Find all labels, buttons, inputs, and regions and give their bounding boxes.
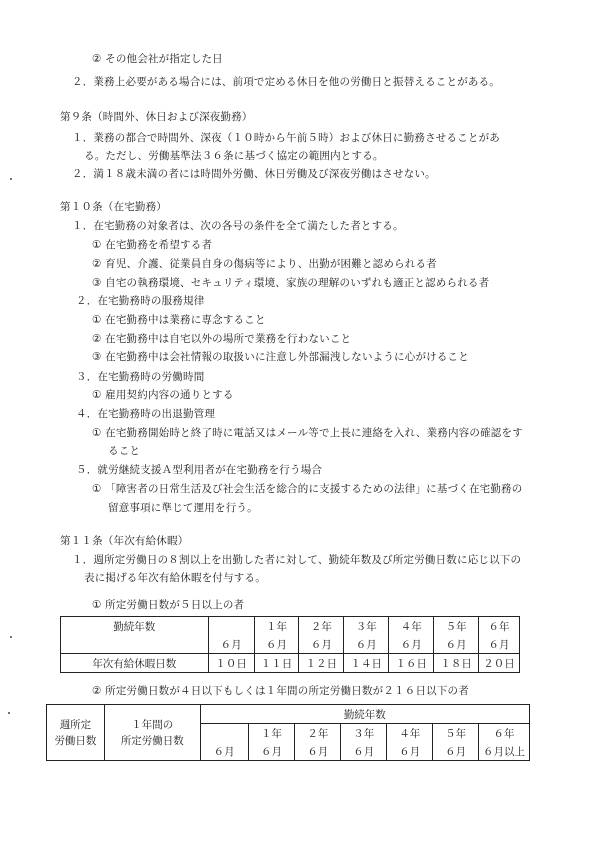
text-line: ２．在宅勤務時の服務規律 bbox=[76, 295, 205, 307]
years-bottom-cell: ６月 bbox=[387, 742, 433, 761]
years-top-cell: ３年 bbox=[344, 617, 389, 636]
years-top-cell: ２年 bbox=[299, 617, 344, 636]
years-bottom-cell: ６月 bbox=[254, 635, 299, 654]
leave-days-cell: １６日 bbox=[389, 654, 434, 673]
text-line: ② 在宅勤務中は自宅以外の場所で業務を行わないこと bbox=[92, 333, 352, 345]
years-bottom-cell: ６月 bbox=[434, 635, 479, 654]
text-line: ① 在宅勤務開始時と終了時に電話又はメール等で上長に連絡を入れ、業務内容の確認をす bbox=[92, 427, 523, 439]
text-line: 表に掲げる年次有給休暇を付与する。 bbox=[84, 572, 266, 584]
years-top-cell: ５年 bbox=[433, 724, 479, 743]
leave-days-cell: １４日 bbox=[344, 654, 389, 673]
table-caption: ② 所定労働日数が４日以下もしくは１年間の所定労働日数が２１６日以下の者 bbox=[92, 685, 469, 697]
years-bottom-cell: ６月 bbox=[344, 635, 389, 654]
scan-speck bbox=[8, 712, 10, 714]
years-bottom-cell: ６月 bbox=[433, 742, 479, 761]
years-bottom-cell: ６月 bbox=[200, 742, 248, 761]
leave-header-cell: 年次有給休暇日数 bbox=[61, 654, 209, 673]
years-top-cell: ４年 bbox=[387, 724, 433, 743]
years-top-cell: ４年 bbox=[389, 617, 434, 636]
text-line: 留意事項に準じて運用を行う。 bbox=[108, 502, 258, 514]
text-line: ２．業務上必要がある場合には、前項で定める休日を他の労働日と振替えることがある。 bbox=[72, 76, 500, 88]
text-line: ① 雇用契約内容の通りとする bbox=[92, 389, 234, 401]
years-bottom-cell: ６月 bbox=[295, 742, 341, 761]
article-heading: 第１０条（在宅勤務） bbox=[60, 201, 167, 213]
table-caption: ① 所定労働日数が５日以上の者 bbox=[92, 599, 245, 611]
text-line: ること bbox=[108, 445, 141, 457]
years-bottom-cell: ６月 bbox=[341, 742, 387, 761]
years-top-cell bbox=[200, 724, 248, 743]
annual-leave-table-4days bbox=[46, 704, 530, 761]
weekly-days-header: 週所定 労働日数 bbox=[47, 705, 105, 761]
leave-days-cell: ２０日 bbox=[479, 654, 520, 673]
text-line: １．週所定労働日の８割以上を出勤した者に対して、勤続年数及び所定労働日数に応じ以下の bbox=[72, 554, 522, 566]
text-line: ③ 自宅の執務環境、セキュリティ環境、家族の理解のいずれも適正と認められる者 bbox=[92, 277, 490, 289]
article-heading: 第９条（時間外、休日および深夜勤務） bbox=[60, 111, 253, 123]
article-heading: 第１１条（年次有給休暇） bbox=[60, 535, 189, 547]
text-line: る。ただし、労働基準法３６条に基づく協定の範囲内とする。 bbox=[84, 150, 384, 162]
leave-days-cell: １１日 bbox=[254, 654, 299, 673]
scan-speck bbox=[10, 178, 12, 180]
text-line: ③ 在宅勤務中は会社情報の取扱いに注意し外部漏洩しないように心がけること bbox=[92, 351, 469, 363]
text-line: １．在宅勤務の対象者は、次の各号の条件を全て満たした者とする。 bbox=[72, 220, 404, 232]
text-line: ① 在宅勤務を希望する者 bbox=[92, 239, 213, 251]
years-header-cell: 勤続年数 bbox=[61, 617, 209, 654]
text-line: ３．在宅勤務時の労働時間 bbox=[76, 371, 205, 383]
years-top-cell: ６年 bbox=[479, 724, 530, 743]
years-group-header: 勤続年数 bbox=[200, 705, 529, 724]
years-bottom-cell: ６月 bbox=[208, 635, 254, 654]
years-top-cell: １年 bbox=[248, 724, 295, 743]
years-top-cell bbox=[208, 617, 254, 636]
leave-days-cell: １０日 bbox=[208, 654, 254, 673]
text-line: ① 在宅勤務中は業務に専念すること bbox=[92, 314, 266, 326]
years-bottom-cell: ６月 bbox=[479, 635, 520, 654]
years-bottom-cell: ６月 bbox=[299, 635, 344, 654]
years-bottom-cell: ６月 bbox=[389, 635, 434, 654]
years-bottom-cell: ６月 bbox=[248, 742, 295, 761]
annual-leave-table-5days bbox=[60, 616, 520, 673]
scan-speck bbox=[10, 636, 12, 638]
text-line: ２．満１８歳未満の者には時間外労働、休日労働及び深夜労働はさせない。 bbox=[72, 168, 436, 180]
annual-days-header: １年間の 所定労働日数 bbox=[104, 705, 200, 761]
text-line: ５．就労継続支援Ａ型利用者が在宅勤務を行う場合 bbox=[76, 464, 323, 476]
text-line: ② 育児、介護、従業員自身の傷病等により、出勤が困難と認められる者 bbox=[92, 258, 437, 270]
text-line: ② その他会社が指定した日 bbox=[92, 53, 223, 65]
years-top-cell: ５年 bbox=[434, 617, 479, 636]
years-top-cell: ３年 bbox=[341, 724, 387, 743]
years-bottom-cell: ６月以上 bbox=[479, 742, 530, 761]
leave-days-cell: １８日 bbox=[434, 654, 479, 673]
text-line: ① 「障害者の日常生活及び社会生活を総合的に支援するための法律」に基づく在宅勤務の bbox=[92, 483, 523, 495]
years-top-cell: １年 bbox=[254, 617, 299, 636]
text-line: ４．在宅勤務時の出退勤管理 bbox=[76, 408, 216, 420]
leave-days-cell: １２日 bbox=[299, 654, 344, 673]
years-top-cell: ６年 bbox=[479, 617, 520, 636]
years-top-cell: ２年 bbox=[295, 724, 341, 743]
text-line: １．業務の都合で時間外、深夜（１０時から午前５時）および休日に勤務させることがあ bbox=[72, 132, 500, 144]
